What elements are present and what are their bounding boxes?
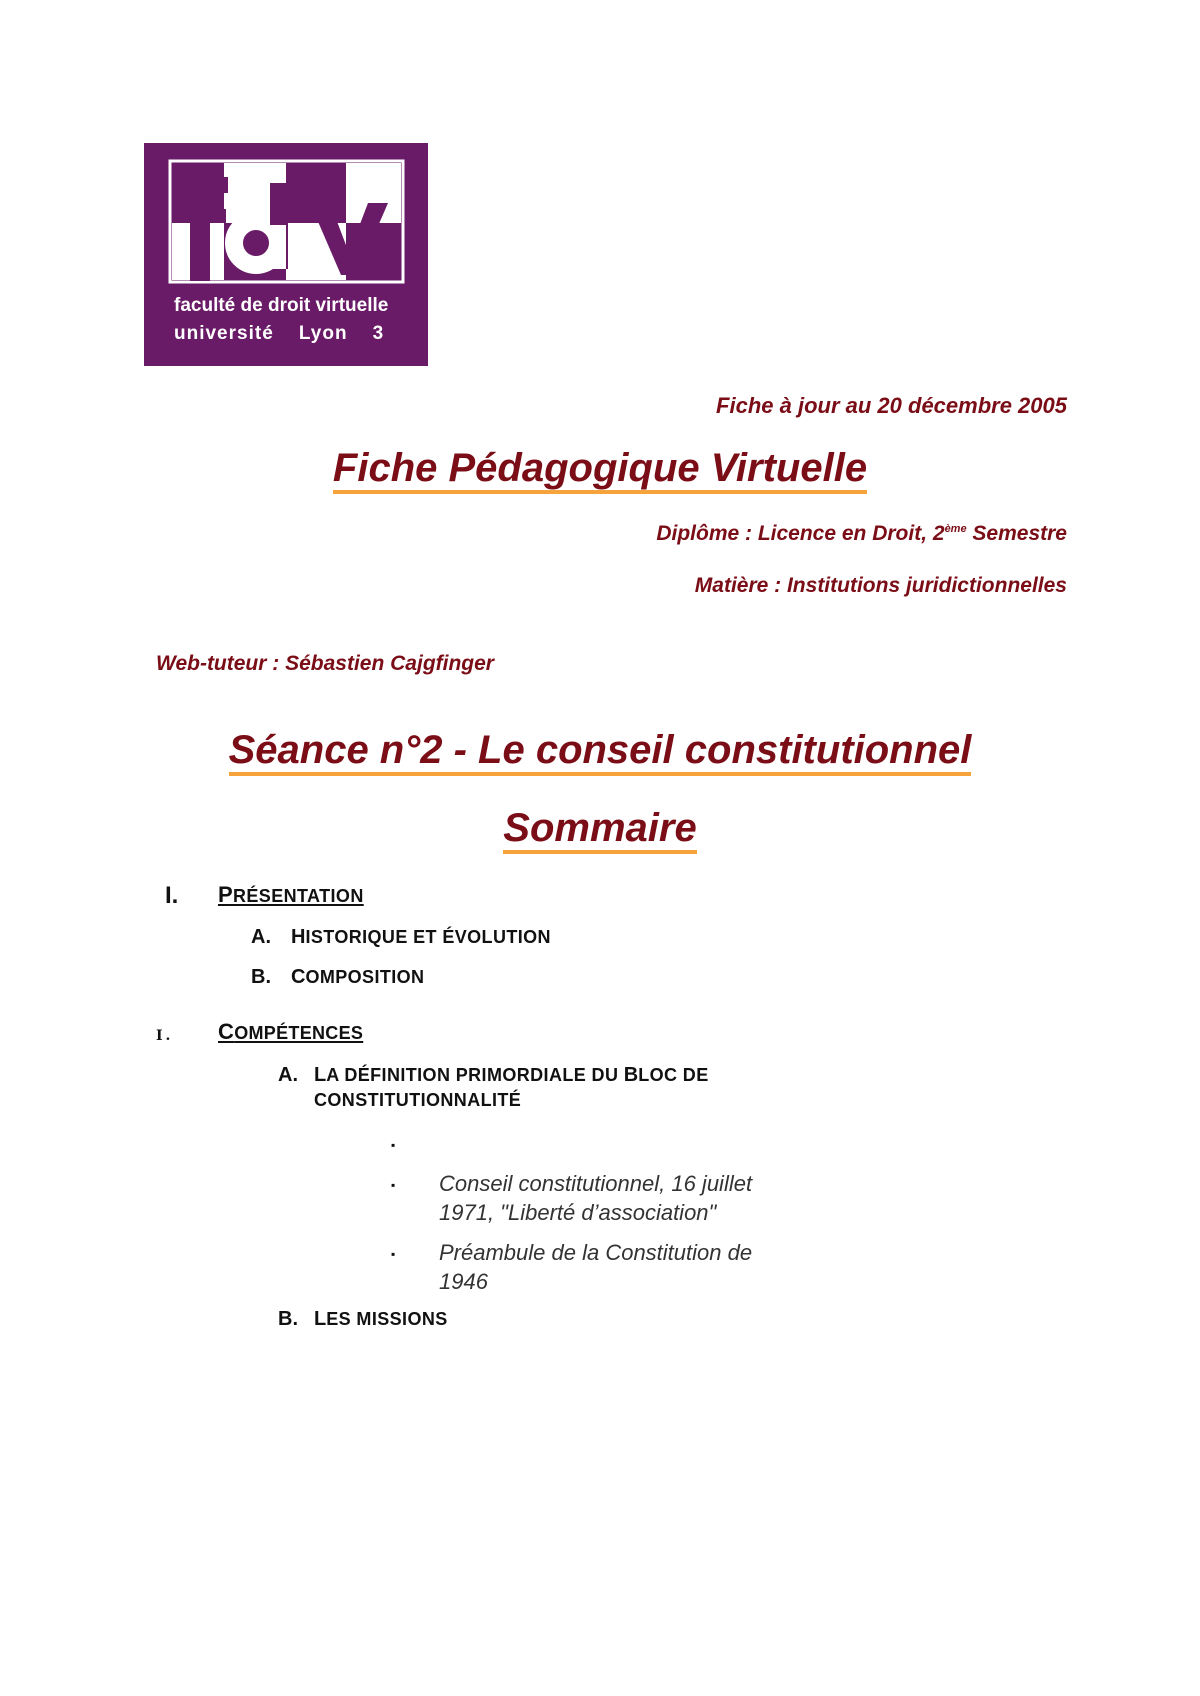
toc-section1-head-rest: RÉSENTATION bbox=[232, 886, 364, 906]
toc-bullet-3-line2: 1946 bbox=[439, 1269, 488, 1294]
toc-section1-head-first: P bbox=[218, 882, 233, 907]
diplome-line bbox=[656, 522, 1067, 546]
toc-section2-number: I. bbox=[156, 1028, 174, 1044]
sommaire-text: Sommaire bbox=[503, 806, 696, 854]
matiere-line: Matière : Institutions juridictionnelles bbox=[694, 574, 1067, 597]
toc-1a-rest: ISTORIQUE ET ÉVOLUTION bbox=[305, 927, 551, 947]
toc-2b-number: B. bbox=[278, 1308, 298, 1330]
toc-2b-first: L bbox=[314, 1308, 327, 1330]
update-date: Fiche à jour au 20 décembre 2005 bbox=[716, 393, 1067, 418]
seance-title bbox=[0, 728, 1200, 773]
toc-2a-first: L bbox=[314, 1064, 327, 1086]
toc-1a-number: A. bbox=[251, 926, 271, 948]
logo-text-line1: faculté de droit virtuelle bbox=[174, 295, 389, 316]
toc-2a-number: A. bbox=[278, 1064, 298, 1086]
toc-section2-heading[interactable] bbox=[218, 1019, 363, 1045]
toc-bullet-2: ▪ bbox=[391, 1178, 396, 1192]
toc-1b-first: C bbox=[291, 966, 306, 988]
toc-bullet-2-text[interactable] bbox=[439, 1169, 752, 1227]
toc-section2-head-rest: OMPÉTENCES bbox=[234, 1023, 364, 1043]
toc-1a-first: H bbox=[291, 926, 306, 948]
toc-bullet-1: ▪ bbox=[391, 1138, 396, 1152]
toc-bullet-3-line1: Préambule de la Constitution de bbox=[439, 1240, 753, 1265]
toc-bullet-3-text[interactable] bbox=[439, 1238, 752, 1296]
diplome-prefix: Diplôme : Licence en Droit, 2 bbox=[656, 522, 945, 545]
toc-section1-number: I. bbox=[165, 882, 179, 909]
toc-section1-heading[interactable] bbox=[218, 882, 364, 908]
toc-2a-first2: B bbox=[623, 1064, 639, 1086]
toc-2b-rest: ES MISSIONS bbox=[326, 1309, 448, 1329]
diplome-suffix: Semestre bbox=[966, 522, 1067, 545]
toc-bullet-3: ▪ bbox=[391, 1247, 396, 1261]
toc-section2-head-first: C bbox=[218, 1019, 235, 1044]
toc-1b-label[interactable] bbox=[291, 966, 424, 989]
fdv-logo bbox=[144, 143, 428, 366]
toc-2a-line2: CONSTITUTIONNALITÉ bbox=[314, 1090, 522, 1110]
seance-title-text: Séance n°2 - Le conseil constitutionnel bbox=[229, 728, 972, 776]
toc-bullet-2-line1: Conseil constitutionnel, 16 juillet bbox=[439, 1171, 753, 1196]
toc-1a-label[interactable] bbox=[291, 926, 551, 949]
page-title-text: Fiche Pédagogique Virtuelle bbox=[333, 446, 867, 494]
diplome-sup: ème bbox=[944, 523, 967, 535]
toc-bullet-2-line2: 1971, "Liberté d’association" bbox=[439, 1200, 717, 1225]
toc-1b-rest: OMPOSITION bbox=[305, 967, 425, 987]
toc-1b-number: B. bbox=[251, 966, 271, 988]
page-title bbox=[0, 446, 1200, 491]
toc-2a-rest1: A DÉFINITION PRIMORDIALE DU bbox=[326, 1065, 624, 1085]
toc-2a-label[interactable] bbox=[314, 1064, 709, 1111]
logo-text-line2: université Lyon 3 bbox=[174, 323, 385, 344]
toc-2b-label[interactable] bbox=[314, 1308, 448, 1331]
toc-2a-rest2: LOC DE bbox=[638, 1065, 709, 1085]
web-tuteur: Web-tuteur : Sébastien Cajgfinger bbox=[156, 652, 494, 675]
sommaire-heading bbox=[0, 806, 1200, 851]
